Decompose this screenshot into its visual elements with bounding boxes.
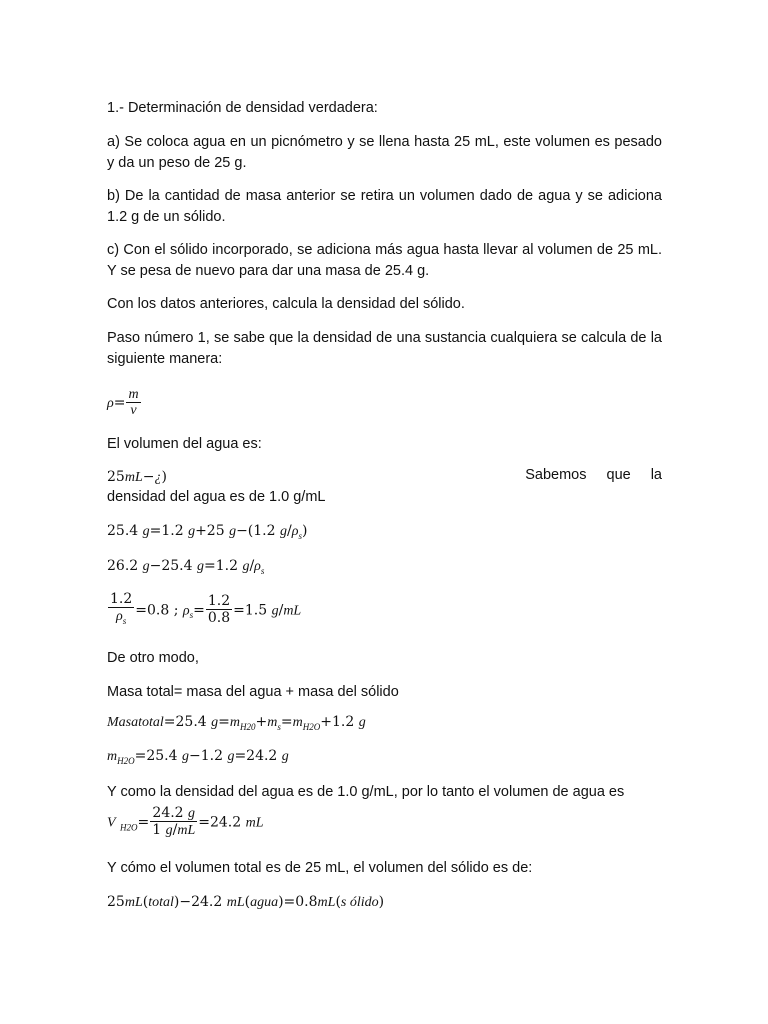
- density-formula: ρ= $\frac{m}{v}$: [107, 387, 139, 418]
- y-como-density: Y como la densidad del agua es de 1.0 g/mL, por lo tanto el volumen de agua es: [107, 784, 625, 800]
- paragraph-c: c) Con el sólido incorporado, se adiciona más agua hasta llevar al volumen de 25 mL. Y se pesa de nuevo para dar una masa de 25.4 g.: [107, 242, 662, 279]
- equation-1: 25.4 g=1.2 g+25 g−(1.2 $g/\rho_s$): [107, 523, 308, 541]
- equation-mh2o: $m_{H2O}=25.4$ g−1.2 g=24.2 g: [107, 748, 289, 766]
- equation-2: 26.2 g−25.4 g=1.2 $g/\rho_s$: [107, 558, 265, 576]
- step1: Paso número 1, se sabe que la densidad de una sustancia cualquiera se calcula de la siguiente manera:: [107, 330, 662, 367]
- equation-final: 25mL(total)−24.2 mL(agua)=0.8mL(s ólido): [107, 894, 385, 910]
- equation-vh2o: V $_{H2O}$= $\frac{24.2 g}{1 g/mL}$ =24.2 mL: [107, 805, 264, 838]
- other-way: De otro modo,: [107, 650, 199, 666]
- heading: 1.- Determinación de densidad verdadera:: [107, 100, 378, 116]
- sabemos-que-la: Sabemos que la: [525, 467, 662, 483]
- water-volume-equation: 25mL−¿): [107, 469, 167, 485]
- instruction: Con los datos anteriores, calcula la densidad del sólido.: [107, 296, 465, 312]
- volume-intro: El volumen del agua es:: [107, 436, 262, 452]
- equation-masatotal: Masatotal=25.4 $g=m_{H20}+m_s=m_{H2O}+1.2$ g: [107, 714, 366, 732]
- paragraph-a: a) Se coloca agua en un picnómetro y se llena hasta 25 mL, este volumen es pesado y da un peso de 25 g.: [107, 134, 662, 171]
- mass-total-text: Masa total= masa del agua + masa del sólido: [107, 684, 399, 700]
- water-density-line: densidad del agua es de 1.0 g/mL: [107, 489, 326, 505]
- equation-3: $\frac{1.2}{\rho_s}$ =0.8 ; $\rho_s=$ $\frac{1.2}{0.8}$ =1.5 g/mL: [110, 591, 302, 627]
- paragraph-b: b) De la cantidad de masa anterior se retira un volumen dado de agua y se adiciona 1.2 g de un sólido.: [107, 188, 662, 225]
- y-como-total: Y cómo el volumen total es de 25 mL, el volumen del sólido es de:: [107, 860, 533, 876]
